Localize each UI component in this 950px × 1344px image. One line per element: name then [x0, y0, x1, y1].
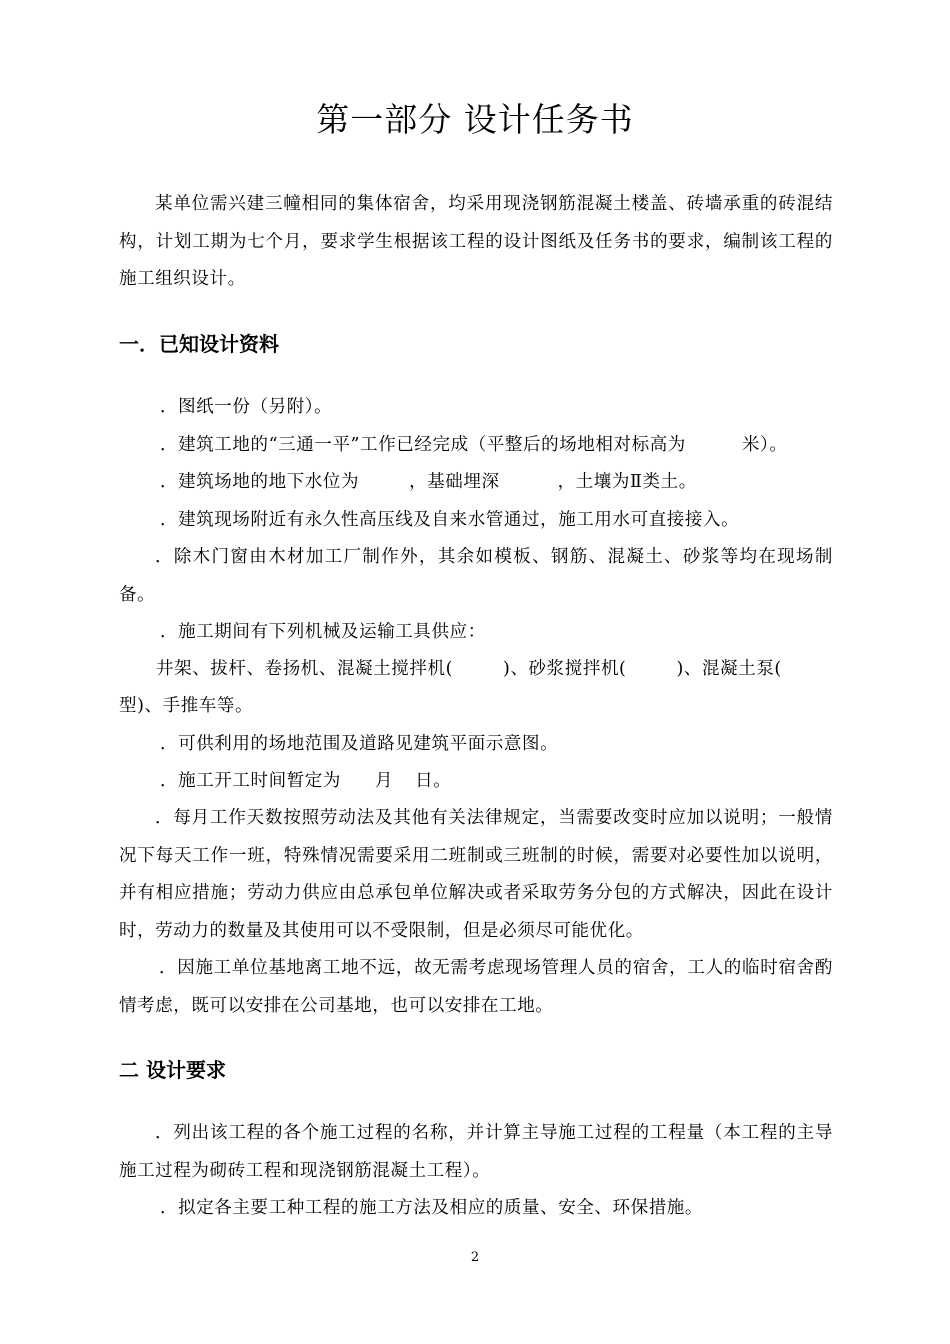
item-groundwater — [160, 470, 697, 494]
item-foundation-depth: ，基础埋深 — [409, 472, 500, 492]
page-number: 2 — [470, 1250, 480, 1265]
intro-paragraph: 某单位需兴建三幢相同的集体宿舍，均采用现浇钢筋混凝土楼盖、砖墙承重的砖混结构，计划工期为七个月，要求学生根据该工程的设计图纸及任务书的要求，编制该工程的施工组织设计。 — [119, 194, 833, 289]
item-equipment-end: 型)、手推车等。 — [119, 696, 254, 716]
item-utilities: ．建筑现场附近有永久性高压线及自来水管通过，施工用水可直接接入。 — [160, 510, 740, 530]
item-drawings: ．图纸一份（另附）。 — [160, 397, 333, 417]
section-2-heading: 二 设计要求 — [119, 1058, 226, 1082]
item-site-elevation-unit: 米）。 — [741, 435, 788, 455]
item-dormitory: ．因施工单位基地离工地不远，故无需考虑现场管理人员的宿舍，工人的临时宿舍酌情考虑，既可以安排在公司基地，也可以安排在工地。 — [119, 958, 833, 1016]
item-site-elevation-text: ．建筑工地的“三通一平”工作已经完成（平整后的场地相对标高为 — [160, 435, 686, 455]
item-groundwater-text: ．建筑场地的地下水位为 — [160, 472, 360, 492]
req-item-methods: ．拟定各主要工种工程的施工方法及相应的质量、安全、环保措施。 — [160, 1198, 703, 1218]
item-work-days: ．每月工作天数按照劳动法及其他有关法律规定，当需要改变时应加以说明；一般情况下每天工作一班，特殊情况需要采用二班制或三班制的时候，需要对必要性加以说明，并有相应措施；劳动力供应由总承包单位解决或者采取劳务分包的方式解决，因此在设计时，劳动力的数量及其使用可以不受限制，但是必须尽可能优化。 — [119, 808, 833, 941]
equipment-text-2: )、砂浆搅拌机( — [503, 659, 627, 679]
equipment-text-1: 井架、拔杆、卷扬机、混凝土搅拌机( — [156, 659, 454, 679]
item-equipment-intro: ．施工期间有下列机械及运输工具供应： — [160, 622, 486, 642]
section-1-heading: 一．已知设计资料 — [119, 332, 279, 356]
item-site-elevation — [160, 433, 787, 457]
item-materials: ．除木门窗由木材加工厂制作外，其余如模板、钢筋、混凝土、砂浆等均在现场制备。 — [119, 547, 833, 605]
item-site-range: ．可供利用的场地范围及道路见建筑平面示意图。 — [160, 734, 559, 754]
start-date-text: ．施工开工时间暂定为 — [160, 771, 341, 791]
item-equipment-list — [156, 657, 782, 681]
req-item-processes: ．列出该工程的各个施工过程的名称，并计算主导施工过程的工程量（本工程的主导施工过程为砌砖工程和现浇钢筋混凝土工程）。 — [119, 1123, 833, 1181]
item-start-date — [160, 769, 451, 793]
start-date-day: 日。 — [415, 771, 452, 791]
equipment-text-3: )、混凝土泵( — [676, 659, 782, 679]
start-date-month: 月 — [375, 771, 394, 791]
item-soil-class: ，土壤为Ⅱ类土。 — [557, 472, 697, 492]
page-title: 第一部分 设计任务书 — [316, 100, 634, 139]
